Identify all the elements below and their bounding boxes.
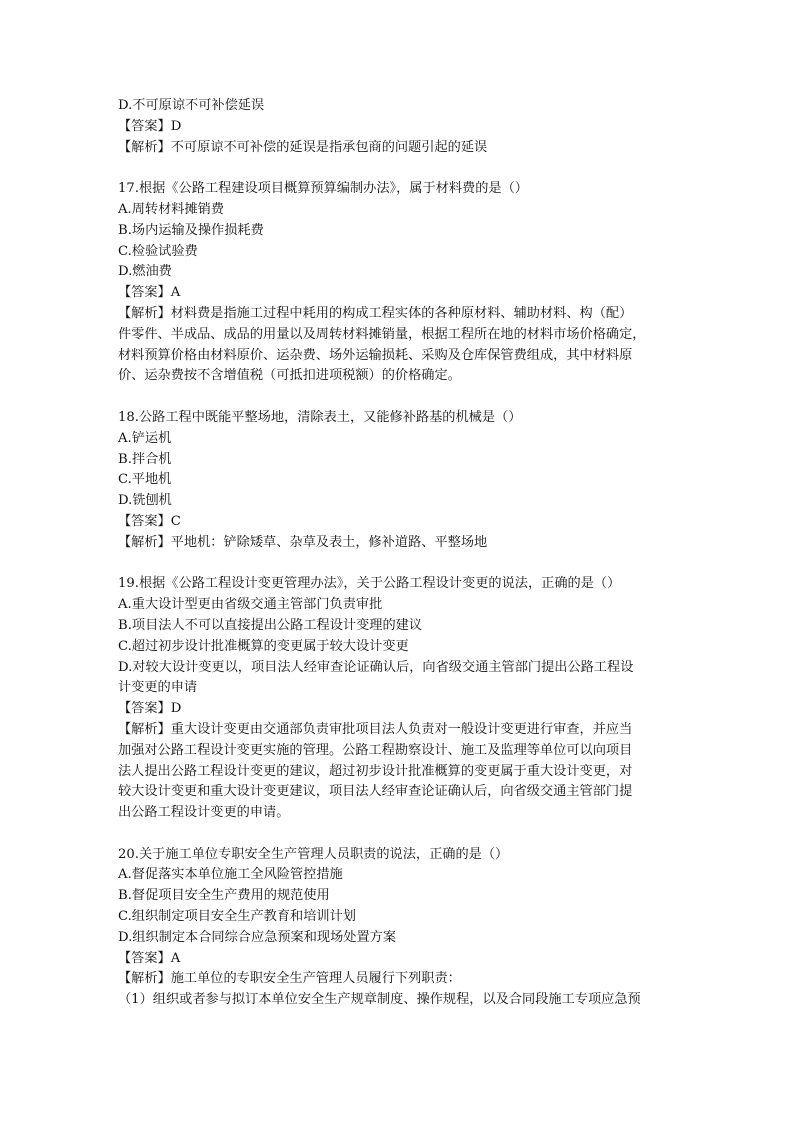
text-line: 【解析】平地机：铲除矮草、杂草及表土，修补道路、平整场地 — [118, 534, 488, 550]
text-line: B.拌合机 — [118, 451, 172, 467]
text-line: 【答案】A — [118, 285, 181, 301]
text-line: 【答案】D — [118, 701, 182, 717]
text-line: （1）组织或者参与拟订本单位安全生产规章制度、操作规程，以及合同段施工专项应急预 — [118, 992, 641, 1008]
text-line: D.铣刨机 — [118, 493, 172, 509]
text-line: C.组织制定项目安全生产教育和培训计划 — [118, 909, 356, 925]
text-line: 【解析】不可原谅不可补偿的延误是指承包商的问题引起的延误 — [118, 139, 488, 155]
text-line: A.铲运机 — [118, 430, 172, 446]
text-line: D.燃油费 — [118, 264, 172, 280]
text-line: 价、运杂费按不含增值税（可抵扣进项税额）的价格确定。 — [118, 368, 461, 384]
paragraph-gap — [118, 158, 688, 179]
text-line: D.组织制定本合同综合应急预案和现场处置方案 — [118, 929, 397, 945]
text-line: 计变更的申请 — [118, 680, 198, 696]
text-line: 【答案】A — [118, 950, 181, 966]
document-page — [118, 96, 688, 1011]
text-line: 件零件、半成品、成品的用量以及周转材料摊销量，根据工程所在地的材料市场价格确定， — [118, 326, 646, 342]
text-line: B.督促项目安全生产费用的规范使用 — [118, 888, 330, 904]
text-line: 18.公路工程中既能平整场地，清除表土，又能修补路基的机械是（） — [118, 409, 522, 425]
text-line: C.超过初步设计批准概算的变更属于较大设计变更 — [118, 638, 409, 654]
question-block — [118, 408, 688, 554]
text-line: C.平地机 — [118, 472, 172, 488]
text-line: A.周转材料摊销费 — [118, 201, 225, 217]
text-line: B.场内运输及操作损耗费 — [118, 222, 264, 238]
text-line: D.不可原谅不可补偿延误 — [118, 98, 265, 113]
text-line: 19.根据《公路工程设计变更管理办法》，关于公路工程设计变更的说法，正确的是（） — [118, 576, 621, 592]
text-line: 【解析】材料费是指施工过程中耗用的构成工程实体的各种原材料、辅助材料、构（配） — [118, 305, 633, 321]
text-line: C.检验试验费 — [118, 243, 198, 259]
text-line: 【解析】重大设计变更由交通部负责审批项目法人负责对一般设计变更进行审查，并应当 — [118, 721, 633, 737]
text-line: 材料预算价格由材料原价、运杂费、场外运输损耗、采购及仓库保管费组成，其中材料原 — [118, 347, 633, 363]
paragraph-gap — [118, 824, 688, 845]
text-line: 较大设计变更和重大设计变更建议，项目法人经审查论证确认后，向省级交通主管部门提 — [118, 784, 633, 800]
paragraph-gap — [118, 554, 688, 575]
question-block — [118, 574, 688, 824]
paragraph-gap — [118, 387, 688, 408]
text-line: 【解析】施工单位的专职安全生产管理人员履行下列职责： — [118, 971, 461, 987]
text-line: 【答案】C — [118, 513, 181, 529]
text-line: 17.根据《公路工程建设项目概算预算编制办法》，属于材料费的是（） — [118, 181, 528, 197]
text-line: A.督促落实本单位施工全风险管控措施 — [118, 867, 343, 883]
text-line: 出公路工程设计变更的申请。 — [118, 805, 290, 821]
question-block — [118, 845, 688, 1011]
text-line: A.重大设计型更由省级交通主管部门负责审批 — [118, 597, 383, 613]
question-block — [118, 96, 688, 158]
text-line: D.对较大设计变更以，项目法人经审查论证确认后，向省级交通主管部门提出公路工程设 — [118, 659, 634, 675]
text-line: 20.关于施工单位专职安全生产管理人员职责的说法，正确的是（） — [118, 846, 509, 862]
text-line: 法人提出公路工程设计变更的建议，超过初步设计批准概算的变更属于重大设计变更，对 — [118, 763, 633, 779]
text-line: 【答案】D — [118, 118, 182, 134]
question-block — [118, 179, 688, 387]
text-line: B.项目法人不可以直接提出公路工程设计变理的建议 — [118, 617, 423, 633]
text-line: 加强对公路工程设计变更实施的管理。公路工程勘察设计、施工及监理等单位可以向项目 — [118, 742, 633, 758]
